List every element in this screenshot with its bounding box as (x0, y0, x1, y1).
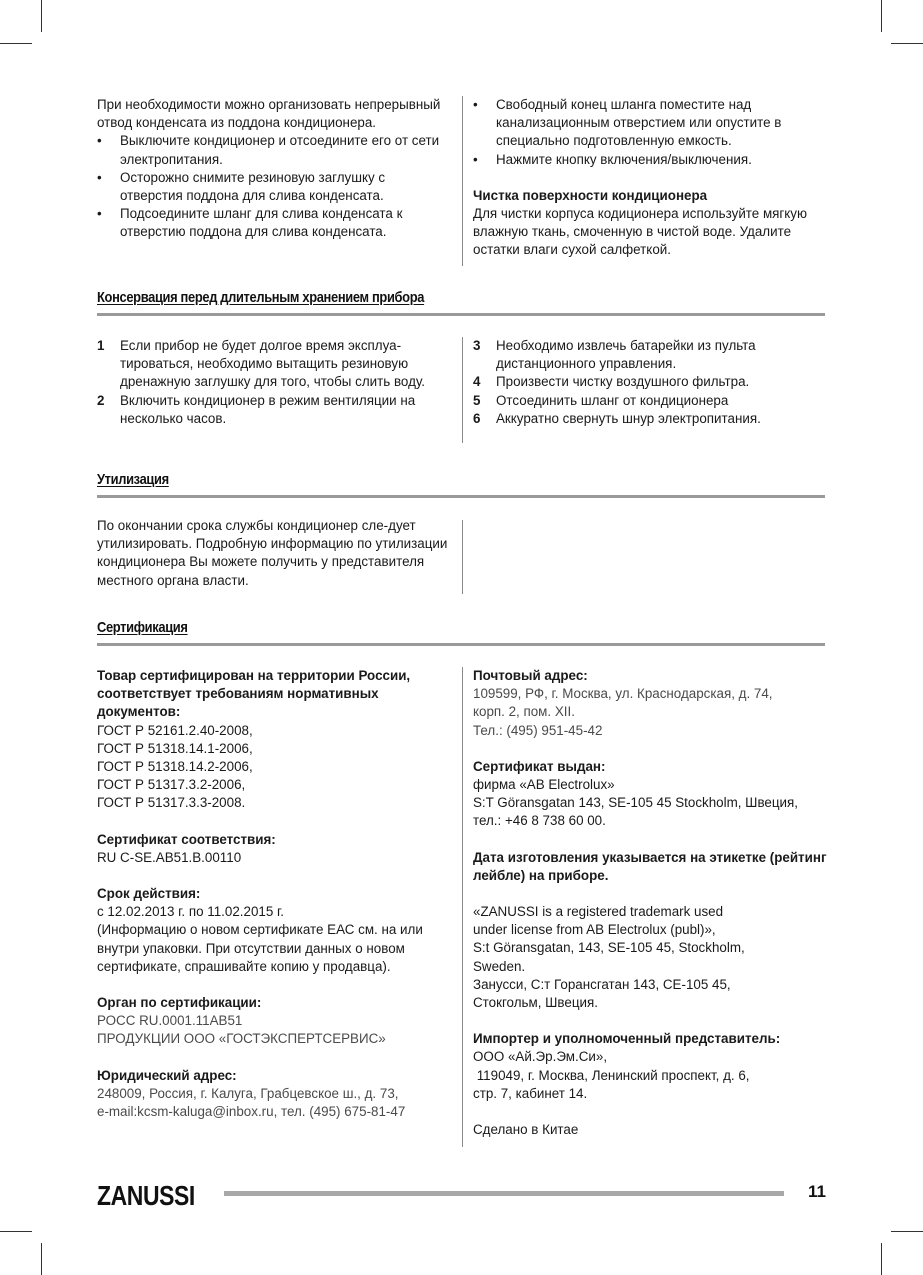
certification-left-column (97, 667, 449, 1121)
crop-mark (891, 43, 923, 44)
list-item: 1 Если прибор не будет долгое время эксплуа-тироваться, необходимо вытащить резиновую дренажную заглушку для того, чтобы слить воду. (97, 338, 425, 390)
footer-rule (224, 1191, 784, 1196)
column-divider (462, 96, 463, 266)
validity-title: Срок действия: (97, 886, 201, 902)
column-divider (462, 667, 463, 1147)
crop-mark (41, 0, 42, 32)
cleaning-title: Чистка поверхности кондиционера (473, 187, 708, 203)
trademark-line: Стокгольм, Швеция. (473, 995, 598, 1011)
disposal-left-column (97, 517, 449, 590)
list-item: 6 Аккуратно свернуть шнур электропитания. (473, 410, 761, 426)
cert-body-line: ПРОДУКЦИИ ООО «ГОСТЭКСПЕРТСЕРВИС» (97, 1031, 386, 1047)
certification-intro: Товар сертифицирован на территории России, соответствует требованиям нормативных документов: (97, 668, 411, 720)
list-item: • Осторожно снимите резиновую заглушку с отверстия поддона для слива конденсата. (97, 169, 386, 204)
importer-line: стр. 7, кабинет 14. (473, 1085, 588, 1101)
legal-address-line: e-mail:kcsm-kaluga@inbox.ru, тел. (495) 675-81-47 (97, 1104, 406, 1120)
manufacture-date-note: Дата изготовления указывается на этикетке (рейтинг лейбле) на приборе. (473, 849, 827, 883)
condensate-intro: При необходимости можно организовать непрерывный отвод конденсата из поддона кондиционера. (97, 97, 441, 131)
crop-mark (0, 1231, 32, 1232)
crop-mark (0, 43, 32, 44)
legal-address-title: Юридический адрес: (97, 1067, 237, 1083)
issued-line: S:T Göransgatan 143, SE-105 45 Stockholm, Швеция, (473, 795, 798, 811)
crop-mark (881, 0, 882, 32)
crop-mark (41, 1243, 42, 1275)
validity-note: (Информацию о новом сертификате ЕАС см. на или внутри упаковки. При отсутствии данных о новом сертификате, спрашивайте копию у продавца). (97, 922, 423, 974)
list-item: • Подсоедините шланг для слива конденсата к отверстию поддона для слива конденсата. (97, 206, 403, 240)
gost-line: ГОСТ Р 51318.14.2-2006, (97, 759, 253, 775)
trademark-line: Sweden. (473, 958, 526, 974)
storage-right-column (473, 337, 833, 428)
trademark-line: S:t Göransgatan, 143, SE-105 45, Stockholm, (473, 940, 745, 956)
section-heading-disposal: Утилизация (97, 471, 169, 488)
issued-title: Сертификат выдан: (473, 758, 606, 774)
list-item: 2 Включить кондиционер в режим вентиляции на несколько часов. (97, 392, 416, 426)
conformity-title: Сертификат соответствия: (97, 831, 276, 847)
postal-address-line: Тел.: (495) 951-45-42 (473, 722, 603, 738)
validity-value: с 12.02.2013 г. по 11.02.2015 г. (97, 904, 284, 920)
made-in: Сделано в Китае (473, 1122, 579, 1138)
postal-address-title: Почтовый адрес: (473, 668, 588, 683)
section-heading-storage: Консервация перед длительным хранением прибора (97, 289, 425, 306)
storage-left-column (97, 337, 449, 428)
trademark-line: «ZANUSSI is a registered trademark used (473, 904, 724, 920)
crop-mark (881, 1243, 882, 1275)
importer-title: Импортер и уполномоченный представитель: (473, 1031, 781, 1047)
condensate-left-column (97, 96, 449, 242)
crop-mark (891, 1231, 923, 1232)
importer-line: ООО «Ай.Эр.Эм.Си», (473, 1049, 608, 1065)
certification-right-column (473, 667, 833, 1139)
gost-line: ГОСТ Р 51317.3.3-2008. (97, 795, 246, 811)
cert-body-line: РОСС RU.0001.11АВ51 (97, 1013, 243, 1029)
page-number: 11 (808, 1182, 826, 1201)
section-rule (97, 313, 825, 316)
list-item: 4 Произвести чистку воздушного фильтра. (473, 374, 750, 390)
legal-address-line: 248009, Россия, г. Калуга, Грабцевское ш., д. 73, (97, 1085, 399, 1101)
disposal-text: По окончании срока службы кондиционер сле-дует утилизировать. Подробную информацию по утилизации кондиционера Вы можете получить у представителя местного органа власти. (97, 518, 448, 588)
section-heading-certification: Сертификация (97, 619, 188, 636)
list-item: • Нажмите кнопку включения/выключения. (473, 151, 752, 167)
issued-line: тел.: +46 8 738 60 00. (473, 813, 606, 829)
list-item: 5 Отсоединить шланг от кондиционера (473, 392, 729, 408)
column-divider (462, 337, 463, 443)
cert-body-title: Орган по сертификации: (97, 995, 262, 1011)
section-rule (97, 643, 825, 646)
condensate-right-column (473, 96, 833, 260)
brand-logo: ZANUSSI (97, 1180, 195, 1211)
list-item: 3 Необходимо извлечь батарейки из пульта дистанционного управления. (473, 338, 756, 372)
list-item: • Выключите кондиционер и отсоедините его от сети электропитания. (97, 133, 440, 167)
postal-address-line: корп. 2, пом. XII. (473, 704, 575, 720)
trademark-line: under license from AB Electrolux (publ)», (473, 922, 716, 938)
cleaning-text: Для чистки корпуса кодиционера используйте мягкую влажную ткань, смоченную в чистой воде. Удалите остатки влаги сухой салфеткой. (473, 206, 808, 258)
gost-line: ГОСТ Р 51318.14.1-2006, (97, 740, 253, 756)
importer-line: 119049, г. Москва, Ленинский проспект, д. 6, (473, 1067, 750, 1083)
list-item: • Свободный конец шланга поместите над канализационным отверстием или опустите в специально подготовленную емкость. (473, 97, 782, 149)
trademark-line: Занусси, С:т Горансгатан 143, СЕ-105 45, (473, 976, 731, 992)
issued-line: фирма «AB Electrolux» (473, 777, 615, 793)
section-rule (97, 495, 825, 498)
postal-address-line: 109599, РФ, г. Москва, ул. Краснодарская, д. 74, (473, 686, 773, 702)
gost-line: ГОСТ Р 51317.3.2-2006, (97, 777, 246, 793)
conformity-value: RU C-SE.AB51.B.00110 (97, 849, 242, 865)
column-divider (462, 520, 463, 594)
gost-line: ГОСТ Р 52161.2.40-2008, (97, 722, 253, 738)
